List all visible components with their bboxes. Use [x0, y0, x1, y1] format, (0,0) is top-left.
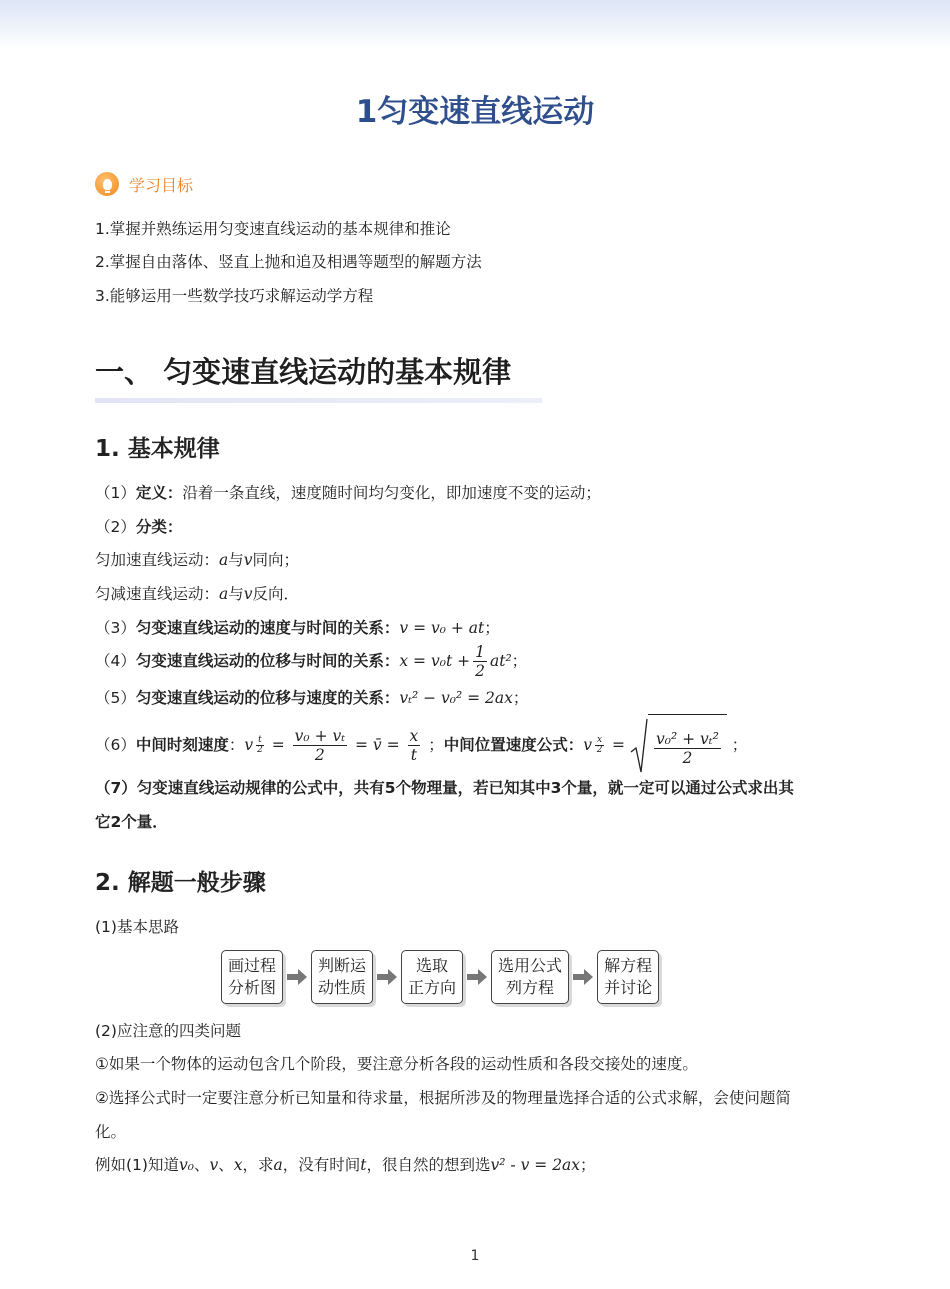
displacement-velocity-line: （5）匀变速直线运动的位移与速度的关系：vₜ² − v₀² = 2ax； [95, 689, 529, 707]
summary-line: （7）匀变速直线运动规律的公式中，共有5个物理量，若已知其中3个量，就一定可以通过公式求出其 [95, 779, 794, 797]
page-number: 1 [470, 1248, 480, 1264]
note-item: ①如果一个物体的运动包含几个阶段，要注意分析各段的运动性质和各段交接处的速度。 [95, 1055, 698, 1073]
square-root [630, 714, 727, 777]
decelerated-motion-line: 匀减速直线运动：a与v反向． [95, 585, 300, 603]
flow-step-write-equations: 选用公式 列方程 [491, 950, 569, 1004]
section-heading-underline [95, 398, 542, 403]
mid-velocity-line: （6）中间时刻速度：v $\frac{t}{2}$ = $\frac{\text{v₀ + vₜ}}{2}$ = v̄ = $\frac{x}{t}$ ；中间位置速度公式：v $\frac{x}{2}$ = $\frac{\text{v₀² + vₜ²}}{2}$ ； [95, 714, 747, 777]
lightbulb-icon [95, 172, 119, 196]
solution-flowchart [221, 945, 733, 1009]
flow-step-solve-discuss: 解方程 并讨论 [597, 950, 659, 1004]
flow-step-choose-direction: 选取 正方向 [401, 950, 463, 1004]
goal-item: 1.掌握并熟练运用匀变速直线运动的基本规律和推论 [95, 220, 451, 238]
arrow-right-icon [377, 968, 397, 986]
fraction: $\frac{\text{v₀ + vₜ}}{2}$ [294, 727, 346, 764]
example-formula: v² - v = 2ax [490, 1156, 581, 1174]
learning-goals-heading: 学习目标 [129, 175, 194, 195]
header-band [0, 0, 950, 48]
fraction: $\frac{\text{v₀² + vₜ²}}{2}$ [655, 730, 719, 767]
section-heading: 一、 匀变速直线运动的基本规律 [95, 355, 512, 389]
flow-step-draw-diagram: 画过程 分析图 [221, 950, 283, 1004]
four-problems-label: (2)应注意的四类问题 [95, 1022, 241, 1040]
fraction: $\frac{1}{2}$ [475, 643, 485, 680]
note-item: ②选择公式时一定要注意分析已知量和待求量，根据所涉及的物理量选择合适的公式求解，会使问题简 [95, 1089, 791, 1107]
definition-line: （1）定义：沿着一条直线，速度随时间均匀变化，即加速度不变的运动； [95, 484, 601, 502]
goal-item: 3.能够运用一些数学技巧求解运动学方程 [95, 287, 374, 305]
accelerated-motion-line: 匀加速直线运动：a与v同向； [95, 551, 300, 569]
subsection-heading: 2. 解题一般步骤 [95, 870, 266, 896]
position-half-subscript: $\frac{x}{2}$ [596, 735, 603, 755]
subsection-heading: 1. 基本规律 [95, 436, 220, 462]
arrow-right-icon [287, 968, 307, 986]
displacement-time-line: （4）匀变速直线运动的位移与时间的关系：x = v₀t + $\frac{1}{2}$ at²； [95, 643, 528, 680]
page-title: 1匀变速直线运动 [355, 94, 595, 130]
classification-line: （2）分类： [95, 518, 183, 536]
basic-approach-label: (1)基本思路 [95, 918, 179, 936]
flow-step-judge-motion: 判断运 动性质 [311, 950, 373, 1004]
arrow-right-icon [573, 968, 593, 986]
summary-line-cont: 它2个量． [95, 813, 168, 831]
displacement-velocity-formula: vₜ² − v₀² = 2ax [399, 689, 513, 707]
velocity-time-line: （3）匀变速直线运动的速度与时间的关系：v = v₀ + at； [95, 619, 500, 637]
note-item-cont: 化。 [95, 1123, 127, 1141]
example-line: 例如(1)知道v₀、v、x，求a，没有时间t，很自然的想到选v² - v = 2ax； [95, 1156, 596, 1174]
goal-item: 2.掌握自由落体、竖直上抛和追及相遇等题型的解题方法 [95, 253, 482, 271]
arrow-right-icon [467, 968, 487, 986]
velocity-time-formula: v = v₀ + at [399, 619, 485, 637]
fraction: $\frac{x}{t}$ [409, 727, 419, 764]
learning-goals-header [95, 172, 193, 196]
time-half-subscript: $\frac{t}{2}$ [257, 735, 263, 755]
